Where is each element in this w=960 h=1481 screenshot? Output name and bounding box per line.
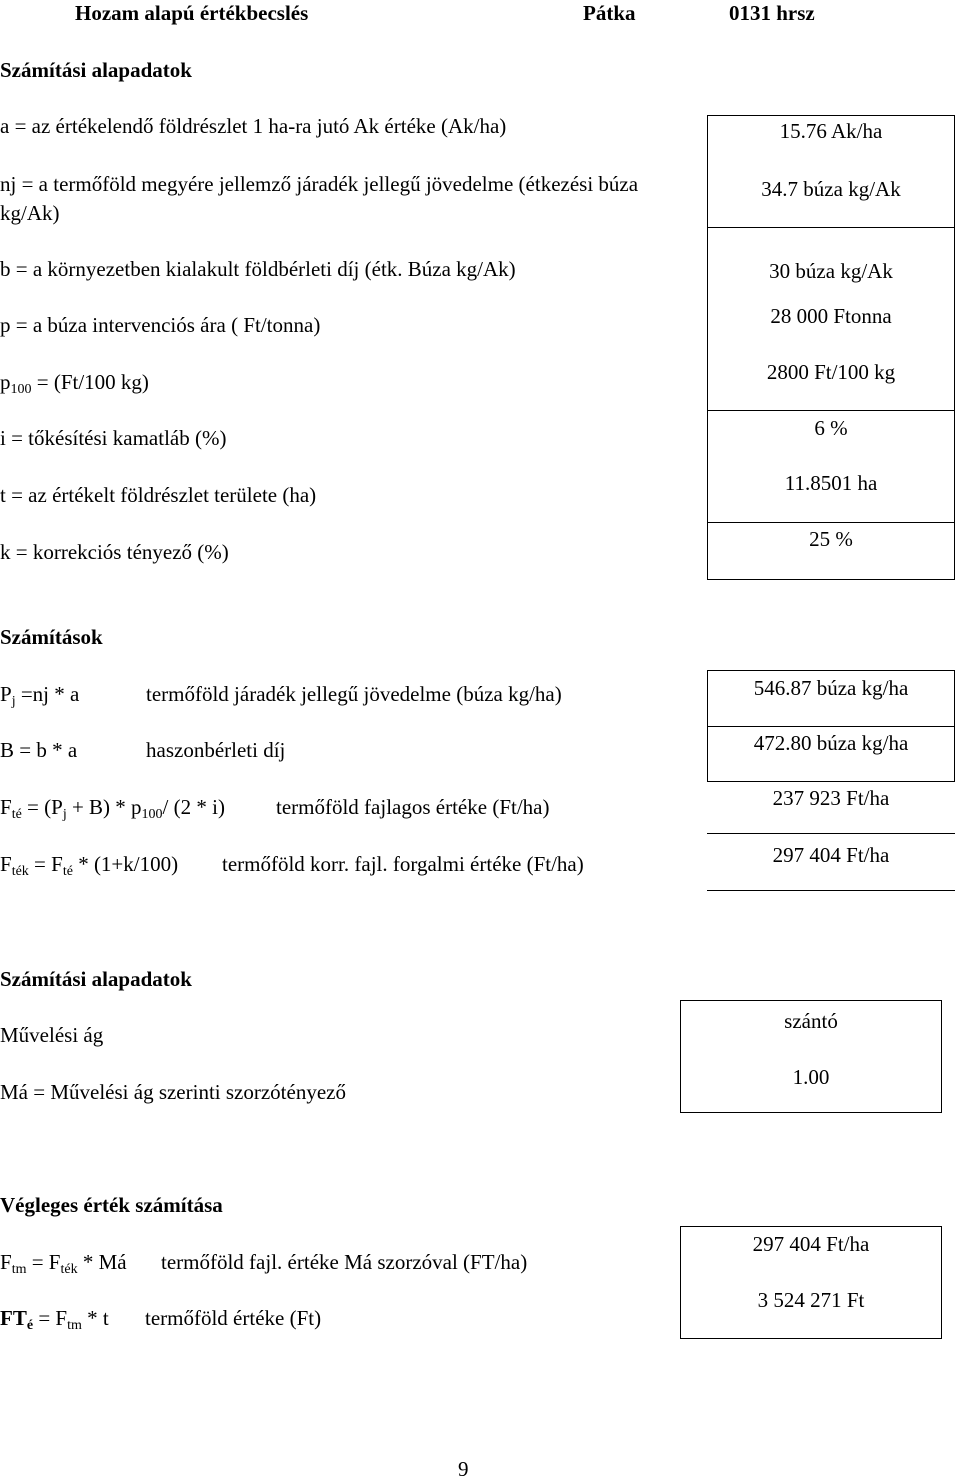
divider	[707, 522, 955, 523]
divider	[707, 833, 955, 834]
label-t: t = az értékelt földrészlet területe (ha)	[0, 483, 317, 507]
label-k: k = korrekciós tényező (%)	[0, 540, 229, 564]
divider	[707, 410, 955, 411]
desc-ftek: termőföld korr. fajl. forgalmi értéke (Ft/ha)	[222, 852, 584, 876]
label-a: a = az értékelendő földrészlet 1 ha-ra jutó Ak értéke (Ak/ha)	[0, 114, 507, 138]
value-pj: 546.87 búza kg/ha	[753, 676, 909, 700]
label-nj: nj = a termőföld megyére jellemző járadék jellegű jövedelme (étkezési búza kg/Ak)	[0, 172, 639, 225]
label-cultivation: Művelési ág	[0, 1023, 104, 1047]
value-ftm: 297 404 Ft/ha	[752, 1232, 870, 1256]
formula-fte: $F_{té} = (P_j + B) * p_{100}/$ (2 * i)	[0, 795, 225, 822]
desc-pj: termőföld járadék jellegű jövedelme (búza kg/ha)	[146, 682, 562, 706]
page-number: 9	[458, 1457, 469, 1481]
value-fte: 237 923 Ft/ha	[772, 786, 890, 810]
value-b-calc: 472.80 búza kg/ha	[753, 731, 909, 755]
value-total: 3 524 271 Ft	[757, 1288, 865, 1312]
label-p: p = a búza intervenciós ára ( Ft/tonna)	[0, 313, 321, 337]
value-t: 11.8501 ha	[784, 471, 878, 495]
formula-b: B = b * a	[0, 738, 78, 762]
value-ma: 1.00	[792, 1065, 830, 1089]
label-p100-sub: 100	[10, 382, 32, 397]
section-heading-base-data: Számítási alapadatok	[0, 58, 192, 82]
label-p100-rest: = (Ft/100 kg)	[31, 370, 149, 394]
section-heading-final: Végleges érték számítása	[0, 1193, 223, 1217]
value-cultivation: szántó	[784, 1009, 838, 1033]
formula-pj: $P_j =nj * a$	[0, 682, 80, 709]
divider	[707, 227, 955, 228]
value-a: 15.76 Ak/ha	[779, 119, 883, 143]
value-k: 25 %	[809, 527, 853, 551]
value-b: 30 búza kg/Ak	[769, 259, 893, 283]
parcel-number: 0131 hrsz	[729, 1, 815, 25]
section-heading-calculations: Számítások	[0, 625, 103, 649]
desc-fte: termőföld fajlagos értéke (Ft/ha)	[276, 795, 550, 819]
label-p100	[0, 370, 149, 397]
value-i: 6 %	[814, 416, 848, 440]
document-title: Hozam alapú értékbecslés	[75, 1, 309, 25]
desc-ftm: termőföld fajl. értéke Má szorzóval (FT/ha)	[161, 1250, 528, 1274]
label-i: i = tőkésítési kamatláb (%)	[0, 426, 227, 450]
label-ma: Má = Művelési ág szerinti szorzótényező	[0, 1080, 346, 1104]
desc-fte-total: termőföld értéke (Ft)	[145, 1306, 322, 1330]
value-p100: 2800 Ft/100 kg	[766, 360, 896, 384]
label-b: b = a környezetben kialakult földbérleti díj (étk. Búza kg/Ak)	[0, 257, 516, 281]
divider	[707, 726, 955, 727]
section-heading-base-data-2: Számítási alapadatok	[0, 967, 192, 991]
label-p100-main: p	[0, 370, 11, 394]
formula-ftm: $F_{tm} = F_{ték}$ * Má	[0, 1250, 127, 1277]
value-p: 28 000 Ftonna	[770, 304, 892, 328]
divider	[707, 890, 955, 891]
desc-b: haszonbérleti díj	[146, 738, 286, 762]
formula-ftek: $F_{ték} = F_{té} * (1+k/100)$	[0, 852, 179, 879]
place-name: Pátka	[583, 1, 636, 25]
formula-fte-total: $FT_é = F_{tm} * t$	[0, 1306, 109, 1333]
value-ftek: 297 404 Ft/ha	[772, 843, 890, 867]
value-nj: 34.7 búza kg/Ak	[761, 177, 901, 201]
